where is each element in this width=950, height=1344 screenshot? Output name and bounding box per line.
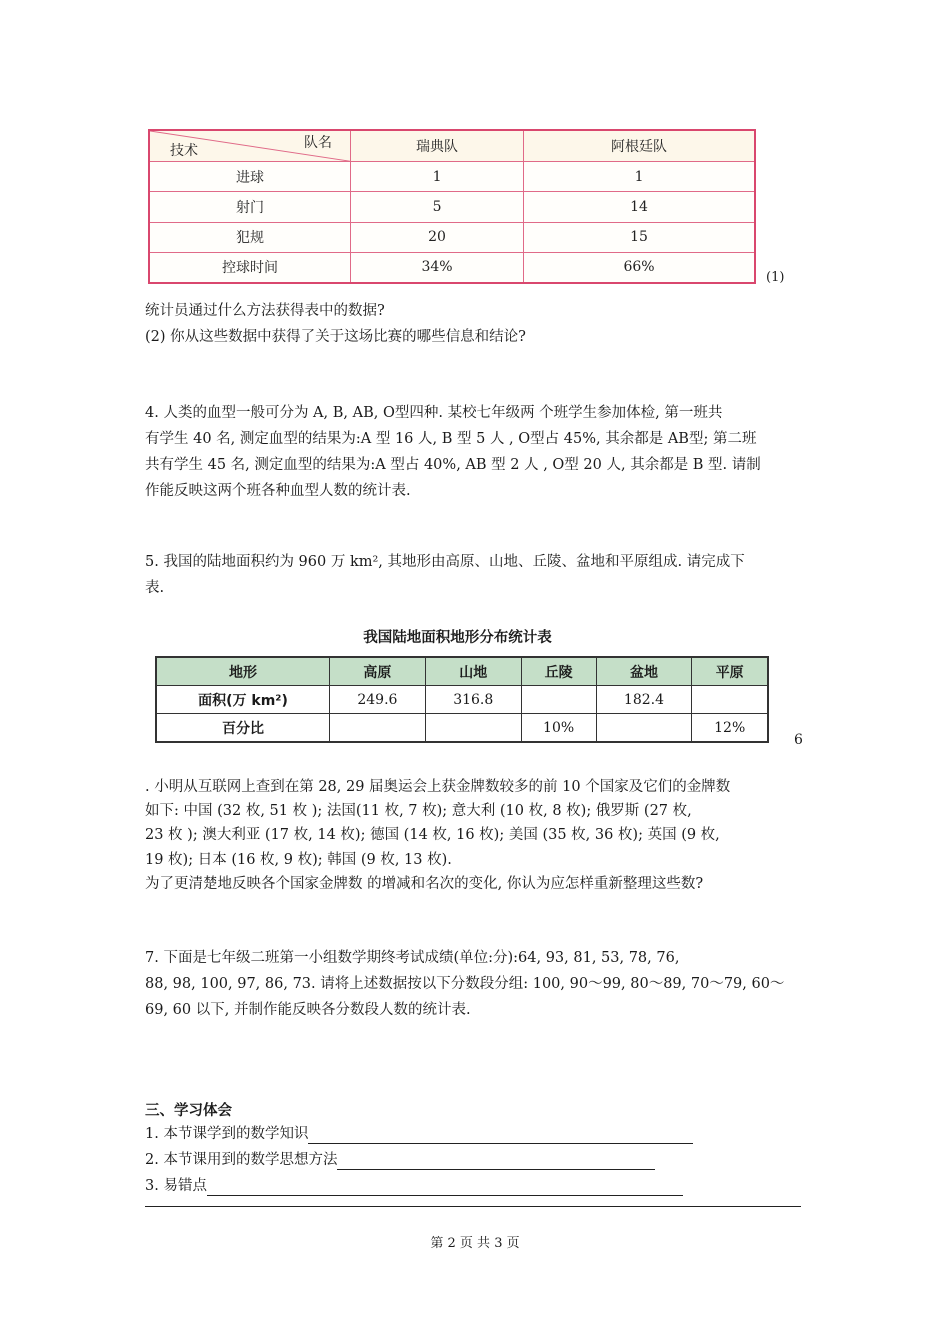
question4-line: 作能反映这两个班各种血型人数的统计表. <box>145 483 411 499</box>
reflection-label: 3. 易错点 <box>145 1178 207 1194</box>
row-label: 射门 <box>149 192 351 222</box>
question6-line: 23 枚 ); 澳大利亚 (17 枚, 14 枚); 德国 (14 枚, 16 枚); 美国 (35 枚, 36 枚); 英国 (9 枚, <box>145 827 720 843</box>
question6-line: 如下: 中国 (32 枚, 51 枚 ); 法国(11 枚, 7 枚); 意大利 (10 枚, 8 枚); 俄罗斯 (27 枚, <box>145 803 692 819</box>
table-row <box>149 252 755 283</box>
table-cell: 182.4 <box>596 686 692 714</box>
reflection-item <box>145 1150 655 1170</box>
question7-line: 7. 下面是七年级二班第一小组数学期终考试成绩(单位:分):64, 93, 81, 53, 78, 76, <box>145 950 680 966</box>
table-cell: 66% <box>524 252 755 283</box>
table-row <box>156 686 768 714</box>
table-cell: 249.6 <box>330 686 426 714</box>
question4-line: 有学生 40 名, 测定血型的结果为:A 型 16 人, B 型 5 人 , O型占 45%, 其余都是 AB型; 第二班 <box>145 431 757 447</box>
reflection-label: 1. 本节课学到的数学知识 <box>145 1126 309 1142</box>
reflection-item <box>145 1124 693 1144</box>
question6-line: 为了更清楚地反映各个国家金牌数 的增减和名次的变化, 你认为应怎样重新整理这些数? <box>145 876 704 892</box>
terrain-table <box>155 656 769 743</box>
reflection-item <box>145 1176 683 1196</box>
corner-top-label: 队名 <box>304 135 332 151</box>
table-row <box>149 162 755 192</box>
table-cell: 5 <box>351 192 524 222</box>
table-cell: 20 <box>351 222 524 252</box>
table-row <box>149 192 755 222</box>
table-header-row <box>149 130 755 162</box>
table-cell: 34% <box>351 252 524 283</box>
table-cell <box>330 714 426 743</box>
answer-blank[interactable] <box>308 1128 693 1144</box>
answer-blank[interactable] <box>207 1180 683 1196</box>
column-header: 高原 <box>330 657 426 686</box>
table-cell: 316.8 <box>425 686 521 714</box>
row-label: 控球时间 <box>149 252 351 283</box>
answer-blank-line[interactable] <box>145 1206 801 1207</box>
table-row <box>156 714 768 743</box>
column-header: 瑞典队 <box>351 130 524 162</box>
table-header-row <box>156 657 768 686</box>
column-header: 盆地 <box>596 657 692 686</box>
question4-line: 4. 人类的血型一般可分为 A, B, AB, O型四种. 某校七年级两 个班学生参加体检, 第一班共 <box>145 405 723 421</box>
terrain-table-title: 我国陆地面积地形分布统计表 <box>363 630 552 646</box>
row-label: 进球 <box>149 162 351 192</box>
question4-line: 共有学生 45 名, 测定血型的结果为:A 型占 40%, AB 型 2 人 , O型 20 人, 其余都是 B 型. 请制 <box>145 457 761 473</box>
question7-line: 69, 60 以下, 并制作能反映各分数段人数的统计表. <box>145 1002 471 1018</box>
diagonal-header-cell <box>149 130 351 162</box>
section-heading: 三、学习体会 <box>145 1103 232 1119</box>
reflection-label: 2. 本节课用到的数学思想方法 <box>145 1152 338 1168</box>
table-row <box>149 222 755 252</box>
column-header: 山地 <box>425 657 521 686</box>
answer-blank[interactable] <box>337 1154 655 1170</box>
table-cell: 12% <box>692 714 768 743</box>
table-cell <box>692 686 768 714</box>
column-header: 平原 <box>692 657 768 686</box>
table-cell: 14 <box>524 192 755 222</box>
column-header: 阿根廷队 <box>524 130 755 162</box>
table-cell <box>521 686 596 714</box>
row-label: 犯规 <box>149 222 351 252</box>
table-cell: 1 <box>351 162 524 192</box>
question5-line: 5. 我国的陆地面积约为 960 万 km², 其地形由高原、山地、丘陵、盆地和平原组成. 请完成下 <box>145 554 745 570</box>
match-stats-table <box>148 129 756 284</box>
table-cell: 10% <box>521 714 596 743</box>
table-cell: 1 <box>524 162 755 192</box>
question3-part1: 统计员通过什么方法获得表中的数据? <box>145 303 385 319</box>
table-cell <box>425 714 521 743</box>
table-cell <box>596 714 692 743</box>
row-label: 百分比 <box>156 714 330 743</box>
column-header: 丘陵 <box>521 657 596 686</box>
question6-line: . 小明从互联网上查到在第 28, 29 届奥运会上获金牌数较多的前 10 个国家及它们的金牌数 <box>145 779 731 795</box>
part-1-marker: (1) <box>766 270 785 285</box>
question5-line: 表. <box>145 580 165 596</box>
row-label: 面积(万 km²) <box>156 686 330 714</box>
table-cell: 15 <box>524 222 755 252</box>
question3-part2: (2) 你从这些数据中获得了关于这场比赛的哪些信息和结论? <box>145 329 526 345</box>
corner-bottom-label: 技术 <box>170 143 198 160</box>
question7-line: 88, 98, 100, 97, 86, 73. 请将上述数据按以下分数段分组: 100, 90～99, 80～89, 70～79, 60～ <box>145 976 785 992</box>
question6-line: 19 枚); 日本 (16 枚, 9 枚); 韩国 (9 枚, 13 枚). <box>145 852 452 868</box>
column-header: 地形 <box>156 657 330 686</box>
page-footer: 第 2 页 共 3 页 <box>430 1236 520 1251</box>
question6-number: 6 <box>794 732 803 748</box>
